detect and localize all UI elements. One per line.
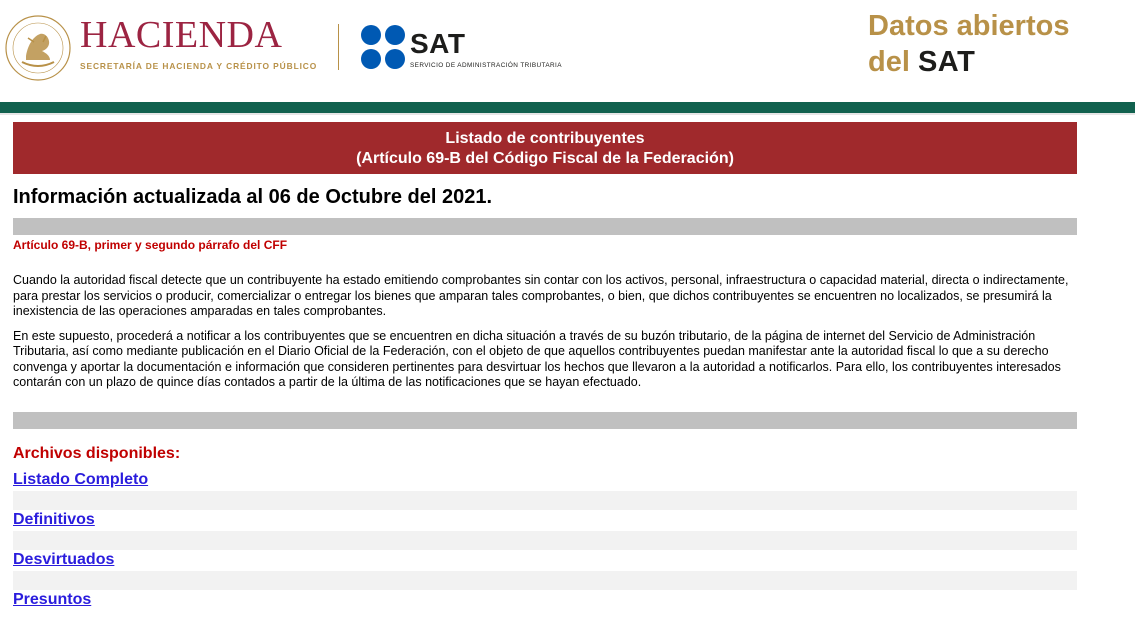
header-grey-band xyxy=(0,113,1135,115)
files-heading: Archivos disponibles: xyxy=(13,444,181,462)
header-green-band xyxy=(0,102,1135,113)
file-link-listado-completo[interactable]: Listado Completo xyxy=(13,470,149,488)
file-row-stripe xyxy=(13,491,1077,510)
hacienda-logo-subtitle: SECRETARÍA DE HACIENDA Y CRÉDITO PÚBLICO xyxy=(80,61,318,71)
datos-abiertos-title: Datos abiertos xyxy=(868,10,1070,42)
hacienda-logo-title: HACIENDA xyxy=(80,14,283,56)
page-title-bar xyxy=(13,122,1077,174)
mexico-coat-of-arms-icon xyxy=(4,14,72,82)
datos-del-text: del xyxy=(868,46,910,78)
page-title: Listado de contribuyentes xyxy=(445,130,645,147)
datos-abiertos-subtitle xyxy=(868,48,975,77)
article-paragraph: Cuando la autoridad fiscal detecte que un contribuyente ha estado emitiendo comprobantes sin contar con los activos, personal, infraestructura o capacidad material, directa o indirectamente, para prestar los servicios o producir, comercializar o entregar los bienes que amparan tales comprobantes, o bien, que dichos contribuyentes se encuentren no localizados, se presumirá la inexistencia de las operaciones amparadas en tales comprobantes. xyxy=(13,273,1069,318)
datos-sat-text: SAT xyxy=(917,46,976,78)
main-content xyxy=(13,122,1077,611)
site-header xyxy=(0,0,1135,102)
file-link-definitivos[interactable]: Definitivos xyxy=(13,510,95,528)
file-link-presuntos[interactable]: Presuntos xyxy=(13,590,92,608)
section-divider-bar xyxy=(13,412,1077,429)
files-list xyxy=(13,470,1077,611)
sat-logo-subtitle: SERVICIO DE ADMINISTRACIÓN TRIBUTARIA xyxy=(410,62,562,69)
updated-date-heading: Información actualizada al 06 de Octubre del 2021. xyxy=(13,186,493,208)
article-paragraph: En este supuesto, procederá a notificar a los contribuyentes que se encuentren en dicha situación a través de su buzón tributario, de la página de internet del Servicio de Administración Tributaria, así como mediante publicación en el Diario Oficial de la Federación, con el objeto de que aquellos contribuyentes puedan manifestar ante la autoridad fiscal lo que a su derecho convenga y aportar la documentación e información que consideren pertinentes para desvirtuar los hechos que llevaron a la autoridad a notificarlos. Para ello, los contribuyentes interesados contarán con un plazo de quince días contados a partir de la última de las notificaciones que se hayan efectuado. xyxy=(13,328,1061,389)
file-row-stripe xyxy=(13,571,1077,590)
section-divider-bar xyxy=(13,218,1077,235)
file-row-stripe xyxy=(13,531,1077,550)
sat-logo-title: SAT xyxy=(410,28,466,59)
page-subtitle: (Artículo 69-B del Código Fiscal de la Federación) xyxy=(356,150,734,167)
file-link-desvirtuados[interactable]: Desvirtuados xyxy=(13,550,115,568)
article-heading: Artículo 69-B, primer y segundo párrafo del CFF xyxy=(13,238,288,252)
logo-divider xyxy=(338,24,339,70)
sat-logo-icon xyxy=(360,24,406,70)
